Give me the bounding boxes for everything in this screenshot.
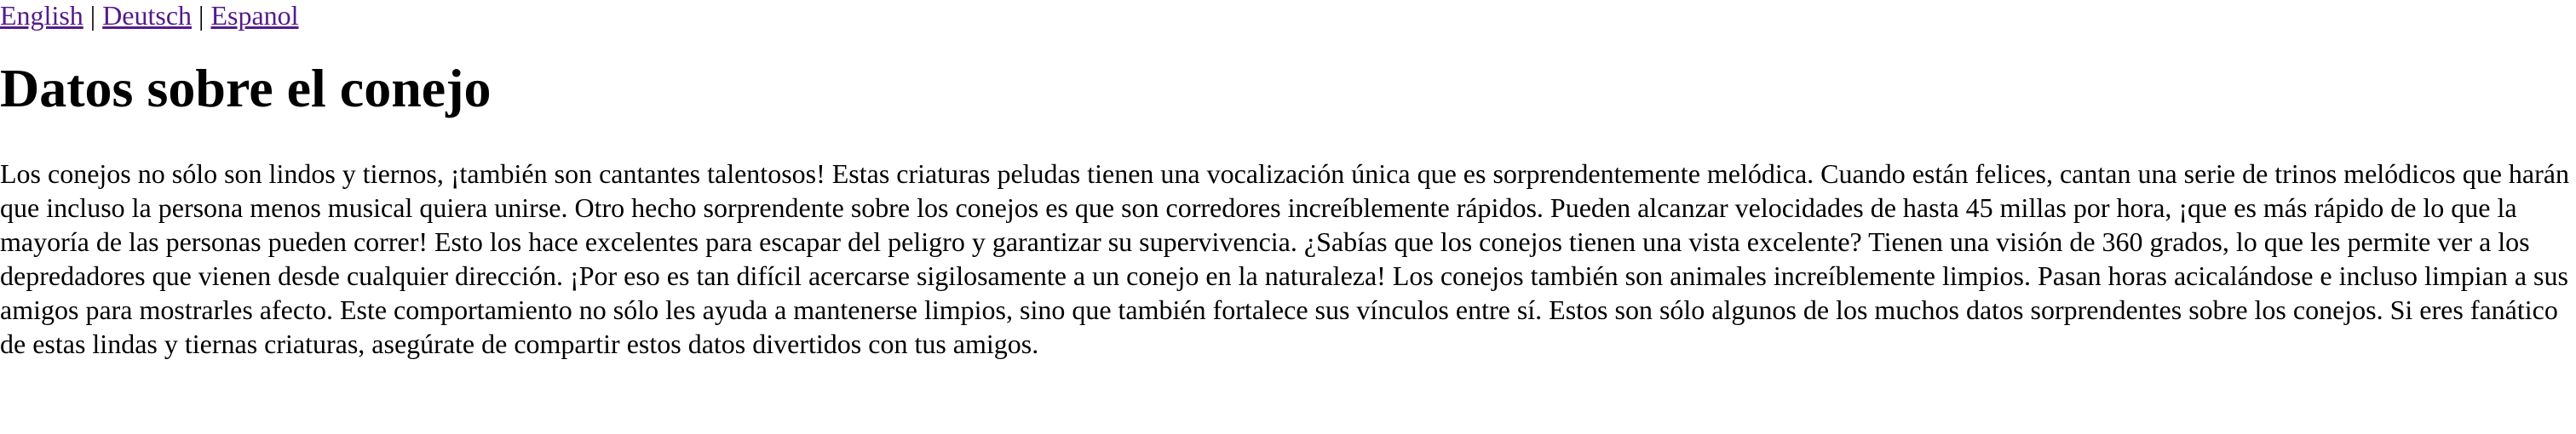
page-title: Datos sobre el conejo [0, 58, 492, 119]
language-link-espanol[interactable]: Espanol [210, 0, 299, 31]
article-paragraph: Los conejos no sólo son lindos y tiernos, ¡también son cantantes talentosos! Estas criaturas peludas tienen una vocalización única que es sorprendentemente melódica. Cuando están felices, cantan una serie de trinos melódicos que harán que incluso la persona menos musical quiera unirse. Otro hecho sorprendente sobre los conejos es que son corredores increíblemente rápidos. Pueden alcanzar velocidades de hasta 45 millas por hora, ¡que es más rápido de lo que la mayoría de las personas pueden correr! Esto los hace excelentes para escapar del peligro y garantizar su supervivencia. ¿Sabías que los conejos tienen una vista excelente? Tienen una visión de 360 grados, lo que les permite ver a los depredadores que vienen desde cualquier dirección. ¡Por eso es tan difícil acercarse sigilosamente a un conejo en la naturaleza! Los conejos también son animales increíblemente limpios. Pasan horas acicalándose e incluso limpian a sus amigos para mostrarles afecto. Este comportamiento no sólo les ayuda a mantenerse limpios, sino que también fortalece sus vínculos entre sí. Estos son sólo algunos de los muchos datos sorprendentes sobre los conejos. Si eres fanático de estas lindas y tiernas criaturas, asegúrate de compartir estos datos divertidos con tus amigos. [0, 157, 2569, 359]
link-separator: | [83, 0, 103, 31]
language-link-deutsch[interactable]: Deutsch [102, 0, 193, 31]
language-link-english[interactable]: English [0, 0, 83, 31]
link-separator: | [192, 0, 211, 31]
language-nav [0, 0, 2576, 31]
